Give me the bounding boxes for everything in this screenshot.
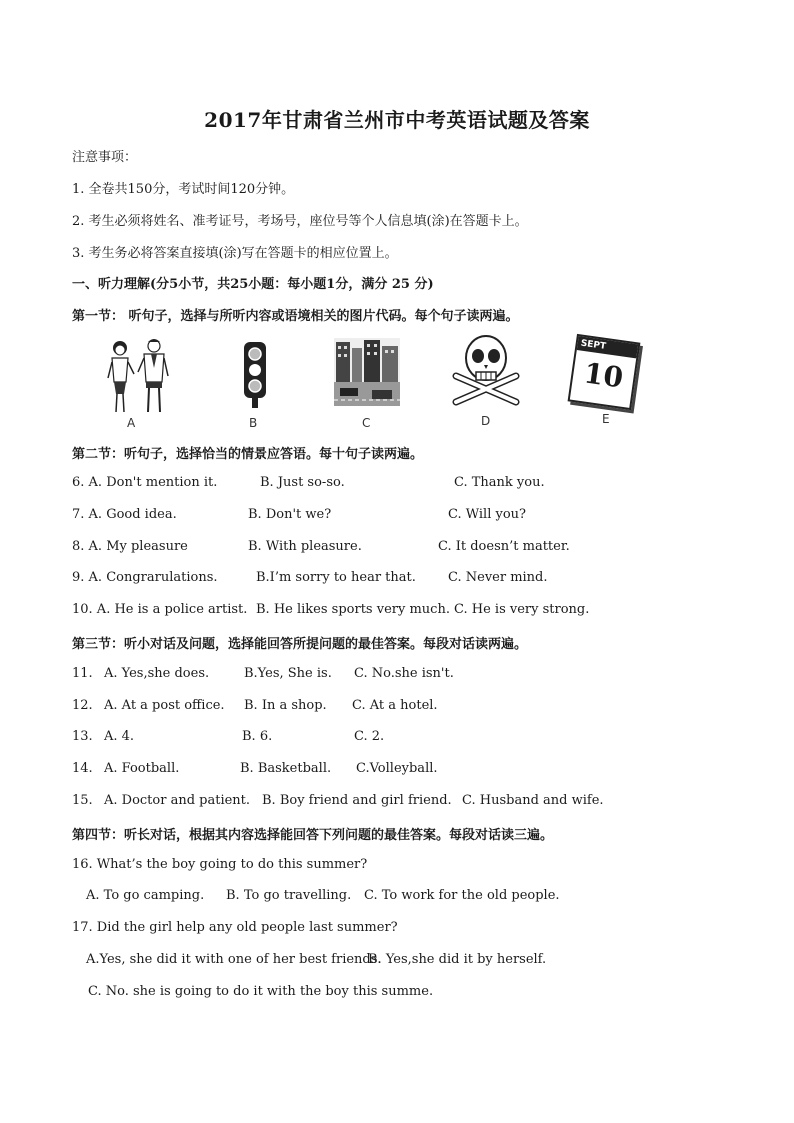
question-number: 11. xyxy=(72,666,93,681)
question-option: B. Basketball. xyxy=(240,761,332,776)
question-option: A. At a post office. xyxy=(104,698,225,713)
picture-label: B xyxy=(249,416,258,430)
question-option: C. It doesn’t matter. xyxy=(438,539,570,554)
part1-heading: 一、听力理解(分5小节，共25小题：每小题1分，满分 25 分) xyxy=(72,277,434,292)
question-option: A. Doctor and patient. xyxy=(104,793,251,808)
section4-heading: 第四节：听长对话，根据其内容选择能回答下列问题的最佳答案。每段对话读三遍。 xyxy=(72,828,554,843)
picture-label: A xyxy=(127,416,136,430)
traffic-light-icon xyxy=(240,340,270,410)
question-option: C.Volleyball. xyxy=(356,761,438,776)
question-option: C. At a hotel. xyxy=(352,698,438,713)
section3-heading: 第三节：听小对话及问题，选择能回答所提问题的最佳答案。每段对话读两遍。 xyxy=(72,637,528,652)
question-option: B. Just so-so. xyxy=(260,475,345,490)
question-option: 7. A. Good idea. xyxy=(72,507,177,522)
question-option: B. In a shop. xyxy=(244,698,327,713)
section2-heading: 第二节：听句子，选择恰当的情景应答语。每十句子读两遍。 xyxy=(72,447,424,462)
question-option: B. 6. xyxy=(242,729,273,744)
city-street-icon xyxy=(334,338,400,406)
question-option: C. Will you? xyxy=(448,507,526,522)
notice-item: 3. 考生务必将答案直接填(涂)写在答题卡的相应位置上。 xyxy=(72,246,398,261)
question-option: B.Yes, She is. xyxy=(244,666,332,681)
question-option: C. No. she is going to do it with the boy this summe. xyxy=(88,984,434,999)
question-option: C. Never mind. xyxy=(448,570,548,585)
question-option: B. Don't we? xyxy=(248,507,332,522)
question-option: A. 4. xyxy=(104,729,135,744)
picture-label: E xyxy=(602,412,610,426)
question-number: 13. xyxy=(72,729,93,744)
question-option: B. He likes sports very much. xyxy=(256,602,450,617)
notice-heading: 注意事项： xyxy=(72,150,138,165)
question-option: C. Thank you. xyxy=(454,475,545,490)
section1-heading: 第一节： 听句子，选择与所听内容或语境相关的图片代码。每个句子读两遍。 xyxy=(72,309,519,324)
question-option: 8. A. My pleasure xyxy=(72,539,188,554)
question-option: B.I’m sorry to hear that. xyxy=(256,570,416,585)
question-text: 16. What’s the boy going to do this summer? xyxy=(72,857,368,872)
question-text: 17. Did the girl help any old people last summer? xyxy=(72,920,398,935)
question-option: C. 2. xyxy=(354,729,385,744)
question-option: B. Yes,she did it by herself. xyxy=(368,952,547,967)
two-people-talking-icon xyxy=(102,334,174,416)
question-option: B. With pleasure. xyxy=(248,539,362,554)
skull-crossbones-icon xyxy=(448,332,524,408)
question-option: B. To go travelling. xyxy=(226,888,352,903)
question-option: A.Yes, she did it with one of her best friends. xyxy=(86,952,382,967)
question-number: 15. xyxy=(72,793,93,808)
calendar-icon xyxy=(564,334,638,410)
calendar-month: SEPT xyxy=(577,336,638,358)
picture-label: C xyxy=(362,416,371,430)
question-option: C. To work for the old people. xyxy=(364,888,560,903)
question-option: 9. A. Congrarulations. xyxy=(72,570,218,585)
picture-label: D xyxy=(481,414,491,428)
question-option: B. Boy friend and girl friend. xyxy=(262,793,452,808)
question-option: C. No.she isn't. xyxy=(354,666,454,681)
notice-item: 1. 全卷共150分，考试时间120分钟。 xyxy=(72,182,295,197)
question-number: 12. xyxy=(72,698,93,713)
page-title: 2017年甘肃省兰州市中考英语试题及答案 xyxy=(204,108,590,132)
question-option: C. He is very strong. xyxy=(454,602,590,617)
calendar-day: 10 xyxy=(581,356,626,395)
question-option: 10. A. He is a police artist. xyxy=(72,602,248,617)
notice-item: 2. 考生必须将姓名、准考证号，考场号，座位号等个人信息填(涂)在答题卡上。 xyxy=(72,214,528,229)
question-option: 6. A. Don't mention it. xyxy=(72,475,218,490)
question-option: A. Football. xyxy=(104,761,180,776)
question-number: 14. xyxy=(72,761,93,776)
question-option: A. To go camping. xyxy=(86,888,205,903)
question-option: C. Husband and wife. xyxy=(462,793,604,808)
question-option: A. Yes,she does. xyxy=(104,666,210,681)
